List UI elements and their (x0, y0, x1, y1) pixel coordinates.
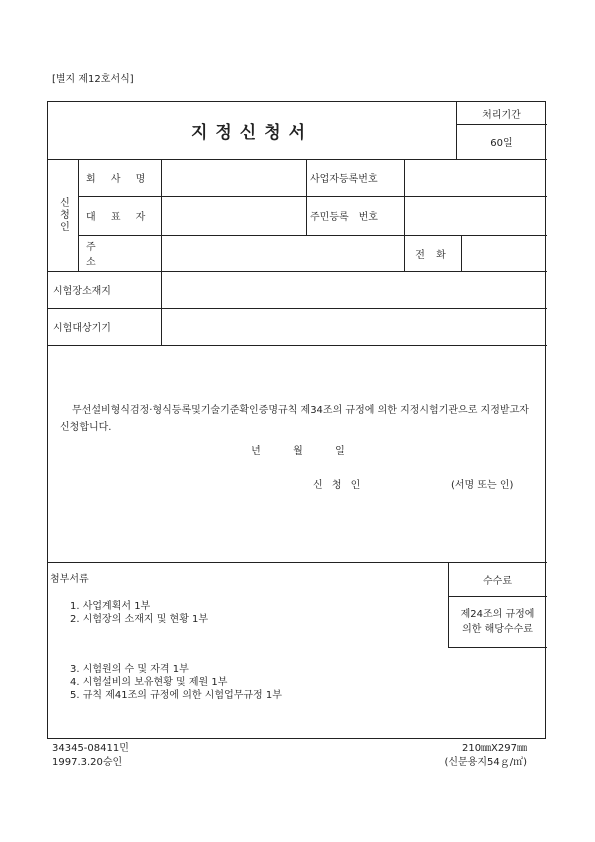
fee-description (448, 607, 547, 637)
address-label: 주 소 (86, 242, 122, 268)
approval-date: 1997.3.20승인 (52, 757, 123, 768)
application-statement (60, 402, 540, 436)
company-name-field[interactable] (162, 160, 306, 196)
representative-label: 대 표 자 (86, 212, 152, 223)
processing-period-label: 처리기간 (482, 109, 521, 121)
phone-label: 전 화 (415, 249, 450, 261)
test-target-label: 시험대상기기 (53, 323, 111, 334)
footer-left (52, 742, 129, 770)
signature-note: (서명 또는 인) (451, 479, 514, 491)
applicant-group-text: 신청인 (57, 197, 69, 233)
divider (78, 159, 79, 271)
fee-line-1: 제24조의 규정에 (460, 609, 535, 620)
list-item: 5. 규칙 제41조의 규정에 의한 시험업무규정 1부 (70, 690, 282, 701)
list-item: 2. 시험장의 소재지 및 현황 1부 (70, 614, 209, 625)
divider (448, 596, 547, 597)
form-number-label: [별지 제12호서식] (52, 74, 134, 85)
footer-right (444, 742, 527, 770)
test-site-label: 시험장소재지 (53, 286, 111, 297)
paper-size: 210㎜X297㎜ (461, 743, 527, 754)
fee-label: 수수료 (483, 575, 512, 587)
business-registration-label: 사업자등록번호 (310, 174, 378, 185)
month-label: 월 (293, 445, 303, 457)
resident-registration-label: 주민등록 번호 (310, 212, 378, 223)
divider (448, 647, 547, 648)
processing-period-value: 60일 (490, 138, 513, 149)
signer-label: 신 청 인 (313, 479, 364, 491)
company-name-label: 회 사 명 (86, 174, 152, 185)
year-label: 년 (251, 445, 261, 457)
business-registration-field[interactable] (405, 160, 547, 196)
resident-registration-field[interactable] (405, 197, 547, 235)
divider (306, 159, 307, 235)
attachment-list-1 (70, 600, 208, 626)
list-item: 3. 시험원의 수 및 자격 1부 (70, 664, 189, 675)
doc-number: 34345-08411민 (52, 743, 129, 754)
paper-type: (신문용지54ｇ/㎡) (444, 757, 527, 768)
test-target-field[interactable] (162, 309, 547, 345)
attachment-list-2 (70, 663, 282, 702)
representative-field[interactable] (162, 197, 306, 235)
day-label: 일 (335, 445, 345, 457)
test-site-field[interactable] (162, 272, 547, 308)
statement-text: 무선설비형식검정·형식등록및기술기준확인증명규칙 제34조의 규정에 의한 지정시험기관으로 지정받고자 신청합니다. (60, 405, 529, 433)
fee-line-2: 의한 해당수수료 (462, 624, 533, 635)
list-item: 4. 시험설비의 보유현황 및 제원 1부 (70, 677, 228, 688)
phone-field[interactable] (462, 236, 547, 271)
list-item: 1. 사업계획서 1부 (70, 601, 151, 612)
applicant-group-label (48, 159, 78, 271)
attachments-label: 첨부서류 (50, 573, 89, 585)
address-field[interactable] (162, 236, 404, 271)
page-title: 지정신청서 (190, 123, 314, 143)
divider (48, 345, 547, 346)
